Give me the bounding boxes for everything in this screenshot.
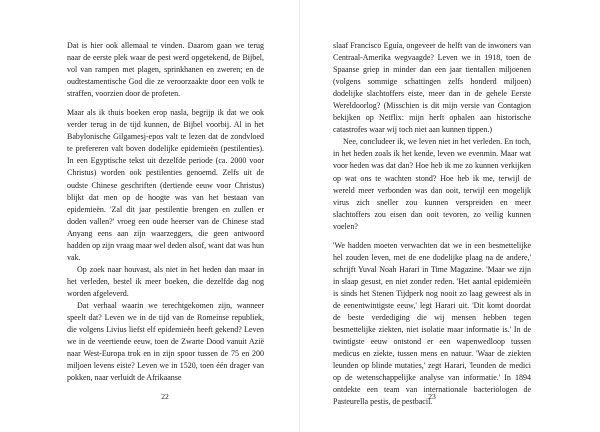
paragraph: slaaf Francisco Eguía, ongeveer de helft van de inwoners van Centraal-Amerika wegvaagde? Leven we in 1918, toen de Spaanse griep in minder dan een jaar tientallen miljoenen (volgens sommige schattingen zelfs honderd miljoen) dodelijke slachtoffers eiste, meer dan in de gehele Eerste Wereldoorlog? (Misschien is dit mijn versie van Contagion bekijken op Netflix: mijn herft ophalen aan historische catastrofes waar wij toch niet aan kunnen tippen.) <box>333 41 531 135</box>
right-page <box>300 0 600 432</box>
page-number: 22 <box>161 392 169 401</box>
paragraph: Dat verhaal waarin we terechtgekomen zijn, wanneer speelt dat? Leven we in de tijd van de Romeinse republiek, die volgens Livius liefst elf epidemieën heeft gekend? Leven we in de veertiende eeuw, toen de Zwarte Dood vanuit Azië naar West-Europa trok en in zijn spoor tussen de 75 en 200 miljoen levens eiste? Leven we in 1520, toen één drager van pokken, naar verluidt de Afrikaanse <box>67 300 264 383</box>
paragraph: Maar als ik thuis boeken erop nasla, begrijp ik dat we ook verder terug in de tijd kunnen, de Bijbel voorbij. Al in het Babylonische Gilgamesj-epos valt te lezen dat de zondvloed te prefereren valt boven dodelijke epidemieën (pestilenties). In een Egyptische tekst uit dezelfde periode (ca. 2000 voor Christus) worden ook pestilenties genoemd. Zelfs uit de oudste Chinese geschriften (dertiende eeuw voor Christus) blijkt dat men op de hoogte was van het bestaan van epidemieën. 'Zal dit jaar pestilentie brengen en zullen er doden vallen?' vroeg een oude heerser van de Chinese stad Anyang eens aan zijn waarzeggers, die geen antwoord hadden op zijn vraag maar wel deden alsof, want dat was hun vak. <box>67 108 264 262</box>
right-page-text <box>333 40 531 415</box>
left-page-text <box>67 40 264 391</box>
paragraph: Nee, concludeer ik, we leven niet in het verleden. En toch, in het heden zoals ik het kende, leven we evenmin. Maar wat voor heden was dat dan? Hoe heb ik me zo kunnen verkijken op wat ons te wachten stond? Hoe heb ik me, terwijl de wereld meer verbonden was dan ooit, terwijl een mogelijk virus zich sneller zou kunnen verspreiden en meer slachtoffers zou eisen dan ooit tevoren, zo veilig kunnen voelen? <box>333 137 531 231</box>
paragraph: Dat is hier ook allemaal te vinden. Daarom gaan we terug naar de eerste plek waar de pest werd opgetekend, de Bijbel, vol van rampen met plagen, sprinkhanen en zweren; en de oudtestamentische God die ze veroorzaakte door een volk te straffen, voorzien door de profeten. <box>67 41 264 99</box>
page-number: 23 <box>428 392 436 401</box>
paragraph: 'We hadden moeten verwachten dat we in een besmettelijke hel zouden leven, met de ene dodelijke plaag na de andere,' schrijft Yuval Noah Harari in Time Magazine. 'Maar we zijn in slaap gesust, en niet zonder reden. 'Het aantal epidemieën is sinds het Stenen Tijdperk nog nooit zo laag geweest als in de eenentwintigste eeuw,' legt Harari uit. 'Dit komt doordat de beste verdediging die wij mensen hebben tegen besmettelijke ziekten, niet isolatie maar informatie is.' In de twintigste eeuw ontstond er een wapenwedloop tussen medicus en ziekte, tussen mens en natuur. 'Waar de ziekten leunden op blinde mutaties,' zegt Harari, 'leunden de medici op de wetenschappelijke analyse van informatie.' In 1894 ontdekte een team van internationale bacteriologen de Pasteurella pestis, de pestbacil. <box>333 240 531 407</box>
paragraph: Op zoek naar houvast, als niet in het heden dan maar in het verleden, bestel ik meer boeken, die dezelfde dag nog worden afgeleverd. <box>67 264 264 298</box>
